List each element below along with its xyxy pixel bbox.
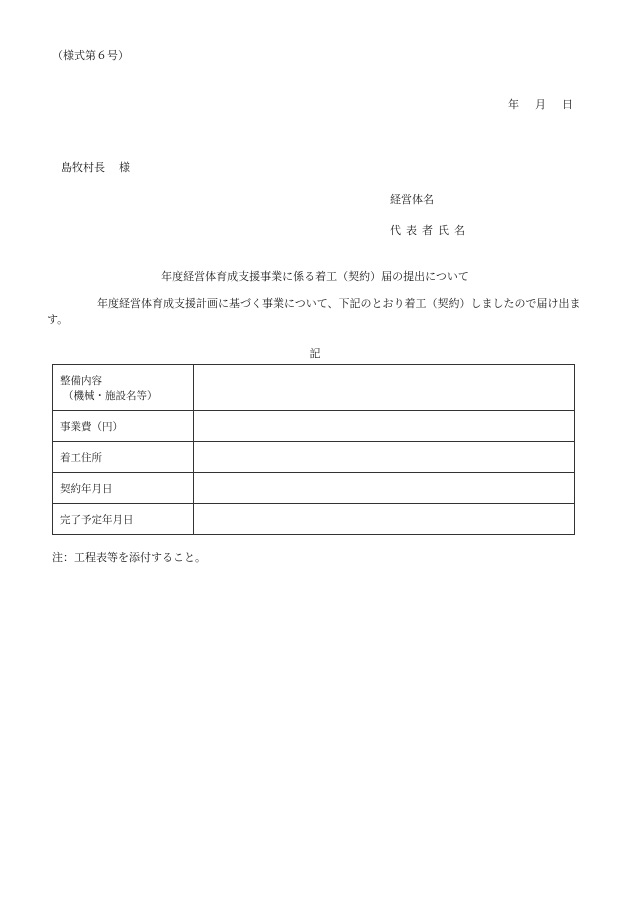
row-value-cell [194,442,575,473]
document-body [47,296,583,328]
table-row [53,365,575,411]
row-label-cell [53,504,194,535]
addressee-name: 島牧村長 [61,161,105,174]
addressee-honorific: 様 [119,161,130,174]
representative-name-label: 代表者氏名 [390,224,470,237]
addressee [61,159,130,175]
row-value-cell [194,504,575,535]
row-value-cell [194,411,575,442]
row-label: 契約年月日 [60,482,113,495]
row-sublabel: （機械・施設名等） [63,389,158,402]
table-row [53,504,575,535]
form-number: （様式第６号） [52,49,129,62]
date-day-label: 日 [562,98,573,111]
table-row [53,473,575,504]
date-line [508,96,573,112]
row-label-cell [53,365,194,411]
row-label: 着工住所 [60,451,102,464]
table-row [53,411,575,442]
document-body-text: 年度経営体育成支援計画に基づく事業について、下記のとおり着工（契約）しましたので届け出ます。 [47,297,581,326]
row-label: 完了予定年月日 [60,513,134,526]
business-name-label: 経営体名 [390,193,434,206]
date-month-label: 月 [535,98,546,111]
row-label: 事業費（円） [60,420,123,433]
footer-note: 注：工程表等を添付すること。 [52,551,206,564]
detail-table [52,364,575,535]
row-label: 整備内容 [60,374,102,387]
document-title: 年度経営体育成支援事業に係る着工（契約）届の提出について [161,270,469,283]
date-year-label: 年 [508,98,519,111]
row-value-cell [194,365,575,411]
ki-heading: 記 [309,347,321,360]
table-row [53,442,575,473]
row-value-cell [194,473,575,504]
row-label-cell [53,411,194,442]
row-label-cell [53,442,194,473]
row-label-cell [53,473,194,504]
